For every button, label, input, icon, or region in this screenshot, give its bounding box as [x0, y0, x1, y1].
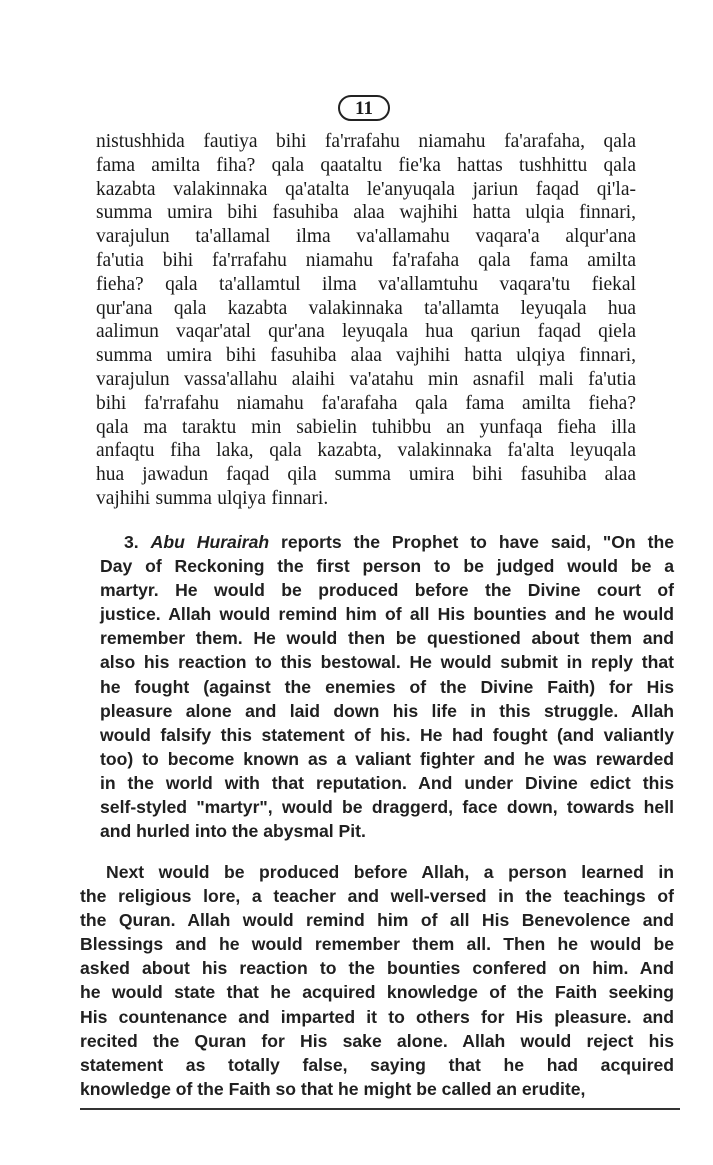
para3-line: martyr. He would be produced before the Divine court of	[100, 580, 674, 601]
para3-line: too) to become known as a valiant fighter and he was rewarded	[100, 748, 674, 769]
translit-line: anfaqtu fiha laka, qala kazabta, valakinnaka fa'alta leyuqala	[96, 440, 636, 462]
translit-line: vajhihi summa ulqiya finnari.	[96, 487, 329, 509]
para3-number: 3.	[124, 532, 139, 552]
translit-line: summa umira bihi fasuhiba alaa wajhihi hatta ulqia finnari,	[96, 202, 636, 224]
para4-line: His countenance and imparted it to others for His pleasure. and	[80, 1006, 674, 1027]
bottom-rule	[80, 1108, 680, 1110]
para4-line: recited the Quran for His sake alone. Allah would reject his	[80, 1030, 674, 1051]
translit-line: hua jawadun faqad qila summa umira bihi fasuhiba alaa	[96, 464, 636, 486]
translit-line: bihi fa'rrafahu niamahu fa'arafaha qala fama amilta fieha?	[96, 392, 636, 414]
para4-line: Blessings and he would remember them all. Then he would be	[80, 934, 674, 955]
hadith-paragraph-4	[80, 860, 674, 1101]
para4-line: Next would be produced before Allah, a person learned in	[106, 862, 674, 882]
para3-line: Day of Reckoning the first person to be judged would be a	[100, 556, 674, 577]
translit-line: summa umira bihi fasuhiba alaa vajhihi hatta ulqiya finnari,	[96, 345, 636, 367]
para3-line: also his reaction to this bestowal. He would submit in reply that	[100, 652, 674, 673]
para3-first-line	[100, 530, 674, 554]
translit-line: kazabta valakinnaka qa'atalta le'anyuqala jariun faqad qi'la-	[96, 178, 636, 200]
para3-line: pleasure alone and laid down his life in this struggle. Allah	[100, 700, 674, 721]
para3-line: he fought (against the enemies of the Divine Faith) for His	[100, 676, 674, 697]
para3-line: in the world with that reputation. And under Divine edict this	[100, 772, 674, 793]
para4-line: the Quran. Allah would remind him of all His Benevolence and	[80, 910, 674, 931]
para3-line: justice. Allah would remind him of all His bounties and he would	[100, 604, 674, 625]
para4-line: asked about his reaction to the bounties confered on him. And	[80, 958, 674, 979]
translit-line: fieha? qala ta'allamtul ilma va'allamtuhu vaqara'tu fiekal	[96, 273, 636, 295]
para4-line: he would state that he acquired knowledge of the Faith seeking	[80, 982, 674, 1003]
transliteration-paragraph	[96, 130, 636, 511]
translit-line: fa'utia bihi fa'rrafahu niamahu fa'rafaha qala fama amilta	[96, 249, 636, 271]
para3-line: would falsify this statement of his. He had fought (and valiantly	[100, 724, 674, 745]
translit-line: nistushhida fautiya bihi fa'rrafahu niamahu fa'arafaha, qala	[96, 131, 636, 152]
translit-line: varajulun ta'allamal ilma va'allamahu vaqara'a alqur'ana	[96, 226, 636, 248]
translit-line: varajulun vassa'allahu alaihi va'atahu min asnafil mali fa'utia	[96, 368, 636, 390]
translit-line: qur'ana qala kazabta valakinnaka ta'allamta leyuqala hua	[96, 297, 636, 319]
translit-line: aalimun vaqar'atal qur'ana leyuqala hua qariun faqad qiela	[96, 321, 636, 343]
para4-line: the religious lore, a teacher and well-versed in the teachings of	[80, 886, 674, 907]
para3-line: self-styled "martyr", would be draggerd, face down, towards hell	[100, 797, 674, 818]
para3-line: remember them. He would then be questioned about them and	[100, 628, 674, 649]
para4-line: statement as totally false, saying that he had acquired	[80, 1054, 674, 1075]
page-number: 11	[338, 95, 390, 121]
para4-line: knowledge of the Faith so that he might be called an erudite,	[80, 1078, 586, 1099]
hadith-paragraph-3	[100, 530, 674, 843]
para3-line: and hurled into the abysmal Pit.	[100, 821, 366, 842]
translit-line: fama amilta fiha? qala qaataltu fie'ka hattas tushhittu qala	[96, 154, 636, 176]
para3-first-line-rest: reports the Prophet to have said, "On the	[281, 532, 674, 552]
translit-line: qala ma taraktu min sabielin tuhibbu an yunfaqa fieha illa	[96, 416, 636, 438]
narrator-name: Abu Hurairah	[150, 532, 270, 552]
